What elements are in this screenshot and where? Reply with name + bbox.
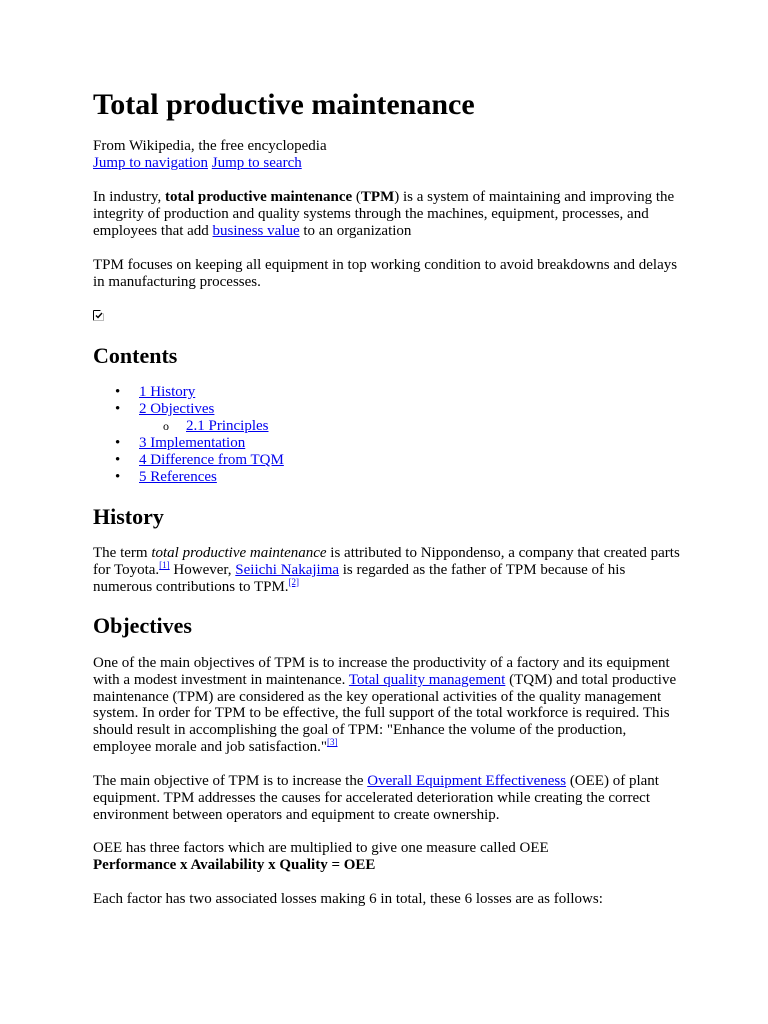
toc-item-references[interactable]: • 5 References xyxy=(115,469,217,485)
history-heading: History xyxy=(93,504,164,529)
page-title: Total productive maintenance xyxy=(93,88,475,121)
objectives-paragraph-4: Each factor has two associated losses making 6 in total, these 6 losses are as follows: xyxy=(93,891,603,907)
overall-equipment-effectiveness-link[interactable]: Overall Equipment Effectiveness xyxy=(367,773,567,789)
toc-item-difference-from-tqm[interactable]: • 4 Difference from TQM xyxy=(115,452,284,468)
intro-paragraph-2: TPM focuses on keeping all equipment in top working condition to avoid breakdowns and delays in manufacturing processes. xyxy=(93,257,678,290)
objectives-paragraph-3: OEE has three factors which are multiplied to give one measure called OEE Performance x Availability x Quality = OEE xyxy=(93,840,549,873)
toc-item-objectives[interactable]: • 2 Objectives xyxy=(115,401,215,417)
intro-paragraph: In industry, total productive maintenance (TPM) is a system of maintaining and improving the integrity of production and quality systems through the machines, equipment, processes, and employees that add business value to an organization xyxy=(93,189,675,239)
reference-1-link[interactable]: [1] xyxy=(159,559,170,570)
jump-to-navigation-link[interactable]: Jump to navigation xyxy=(93,154,208,171)
toc-item-history[interactable]: • 1 History xyxy=(115,384,196,400)
table-of-contents xyxy=(93,384,284,486)
business-value-link[interactable]: business value xyxy=(212,222,300,239)
history-paragraph: The term total productive maintenance is attributed to Nippondenso, a company that created parts for Toyota.[1] However, Seiichi Nakajima is regarded as the father of TPM because of his numerous contributions to TPM.[2] xyxy=(93,545,680,595)
objectives-paragraph-1: One of the main objectives of TPM is to increase the productivity of a factory and its equipment with a modest investment in maintenance. Total quality management (TQM) and total productive maintenance (TPM) are considered as the key operational activities of the quality management system. In order for TPM to be effective, the full support of the total workforce is required. This should result in accomplishing the goal of TPM: "Enhance the volume of the production, employee morale and job satisfaction."[3] xyxy=(93,655,677,755)
objectives-paragraph-2: The main objective of TPM is to increase the Overall Equipment Effectiveness (OEE) of plant equipment. TPM addresses the causes for accelerated deterioration while creating the correct environment between operators and equipment to create ownership. xyxy=(93,773,659,823)
seiichi-nakajima-link[interactable]: Seiichi Nakajima xyxy=(235,561,340,578)
oee-formula: Performance x Availability x Quality = OEE xyxy=(93,856,376,873)
reference-2-link[interactable]: [2] xyxy=(288,576,300,587)
broken-image-icon xyxy=(93,310,104,321)
contents-heading: Contents xyxy=(93,343,178,368)
total-quality-management-link[interactable]: Total quality management xyxy=(348,671,506,688)
toc-item-implementation[interactable]: • 3 Implementation xyxy=(115,435,246,451)
reference-3-link[interactable]: [3] xyxy=(326,736,338,747)
tagline-block xyxy=(93,138,683,172)
toc-item-principles[interactable]: o 2.1 Principles xyxy=(163,418,269,434)
tagline: From Wikipedia, the free encyclopedia xyxy=(93,138,327,154)
jump-to-search-link[interactable]: Jump to search xyxy=(211,154,302,171)
objectives-heading: Objectives xyxy=(93,613,192,638)
